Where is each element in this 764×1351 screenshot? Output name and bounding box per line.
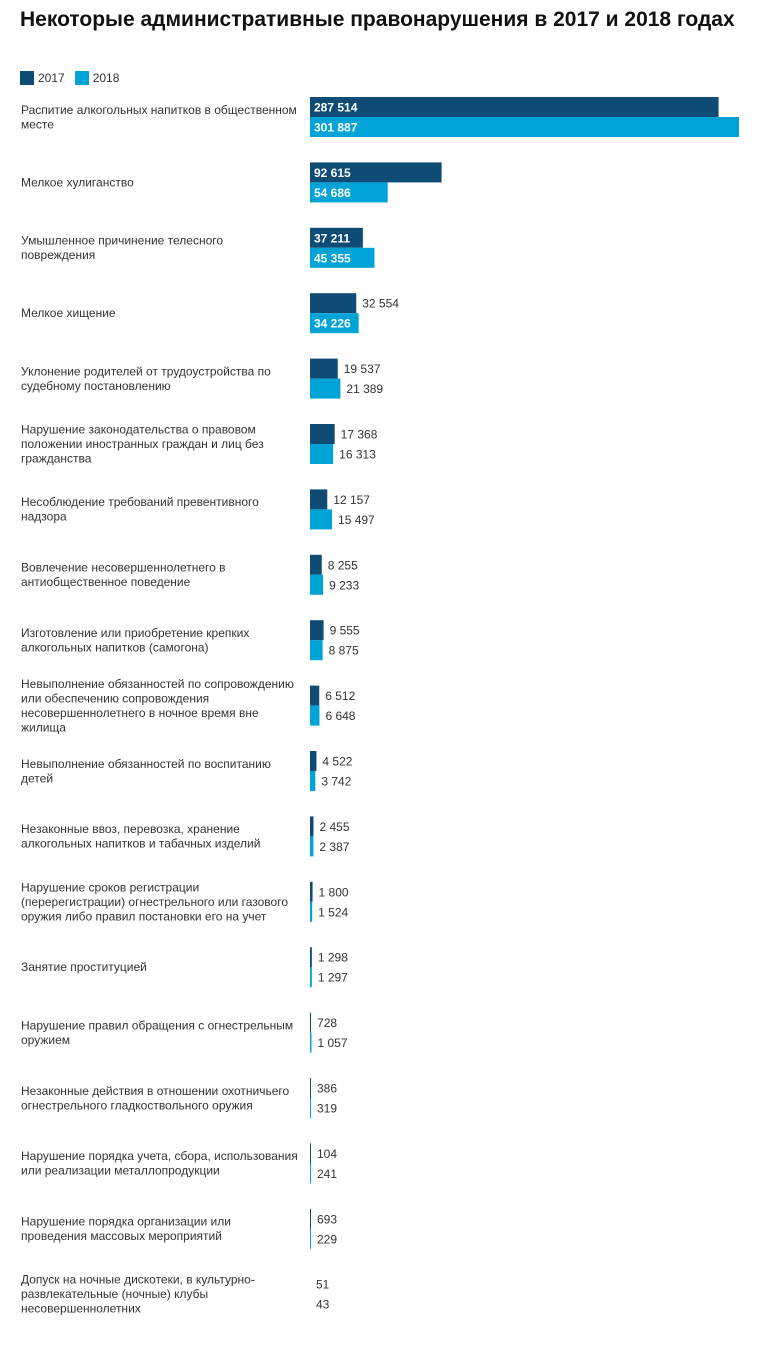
bar-2018: [310, 379, 340, 399]
data-label-2017: 386: [317, 1081, 338, 1096]
category-label-line: (перерегистрации) огнестрельного или газового: [21, 894, 289, 909]
bar-2018: [310, 117, 739, 137]
data-label-2017: 2 455: [319, 819, 350, 834]
category-label-line: жилища: [21, 720, 66, 735]
category-label: [21, 1273, 255, 1316]
category-label-line: оружия либо правил постановки его на учет: [21, 909, 267, 924]
data-label-2018: 45 355: [314, 251, 351, 266]
data-label-2018: 6 648: [325, 709, 356, 724]
data-label-2018: 229: [317, 1232, 338, 1247]
data-label-2017: 1 800: [318, 885, 349, 900]
category-label: [21, 306, 116, 320]
bar-2017: [310, 816, 313, 836]
bar-2017: [310, 751, 316, 771]
data-label-2017: 8 255: [327, 558, 358, 573]
category-label: [21, 757, 271, 786]
category-label-line: судебному постановлению: [21, 378, 171, 393]
data-label-2018: 43: [316, 1297, 330, 1312]
category-label: [21, 1215, 231, 1244]
data-label-2017: 728: [317, 1016, 338, 1031]
chart-title: Некоторые административные правонарушения в 2017 и 2018 годах: [20, 8, 735, 31]
category-label-line: антиобщественное поведение: [21, 575, 191, 590]
bar-2017: [310, 947, 312, 967]
category-label-line: Незаконные действия в отношении охотничьего: [21, 1083, 290, 1098]
data-label-2018: 8 875: [328, 643, 359, 658]
data-label-2017: 19 537: [343, 362, 381, 377]
category-label-line: Умышленное причинение телесного: [21, 233, 224, 248]
data-label-2017: 4 522: [322, 754, 353, 769]
bar-2018: [310, 836, 313, 856]
bar-2017: [310, 1078, 311, 1098]
category-label-line: алкогольных напитков и табачных изделий: [21, 836, 261, 851]
legend-label-2017: 2017: [38, 71, 65, 85]
data-label-2017: 1 298: [317, 950, 348, 965]
data-label-2017: 12 157: [333, 492, 370, 507]
data-label-2017: 287 514: [314, 100, 358, 115]
category-label-line: огнестрельного гладкоствольного оружия: [21, 1098, 253, 1113]
category-label-line: детей: [21, 771, 54, 786]
bar-2017: [310, 293, 356, 313]
data-label-2018: 9 233: [329, 578, 360, 593]
bar-2017: [310, 620, 324, 640]
category-label-line: Незаконные ввоз, перевозка, хранение: [21, 822, 240, 837]
bar-2017: [310, 1209, 311, 1229]
category-label: [21, 880, 288, 923]
category-label: [21, 495, 259, 524]
category-label: [21, 960, 147, 974]
category-label: [21, 677, 294, 735]
data-label-2018: 15 497: [338, 512, 375, 527]
bar-2017: [310, 1013, 311, 1033]
category-label-line: развлекательные (ночные) клубы: [21, 1287, 209, 1302]
category-label: [21, 364, 271, 393]
category-label-line: надзора: [21, 509, 67, 524]
category-label: [21, 561, 226, 590]
bar-2018: [310, 967, 312, 987]
data-label-2018: 21 389: [346, 382, 384, 397]
bar-2017: [310, 1143, 311, 1163]
data-label-2018: 301 887: [314, 120, 358, 135]
category-label-line: или реализации металлопродукции: [21, 1163, 220, 1178]
bar-2018: [310, 575, 323, 595]
category-label-line: положении иностранных граждан и лиц без: [21, 437, 264, 451]
bar-2018: [310, 444, 333, 464]
bar-2017: [310, 882, 313, 902]
data-label-2018: 241: [317, 1166, 338, 1181]
bar-2018: [310, 1163, 311, 1183]
bar-2018: [310, 771, 315, 791]
category-label: [21, 234, 223, 262]
category-label: [21, 423, 264, 466]
data-label-2018: 3 742: [321, 774, 352, 789]
category-label-line: Мелкое хищение: [21, 306, 116, 321]
data-label-2018: 1 524: [318, 905, 349, 920]
category-label-line: Занятие проституцией: [21, 960, 147, 975]
data-label-2017: 32 554: [362, 296, 399, 311]
category-label-line: Нарушение порядка учета, сбора, использования: [21, 1149, 298, 1164]
bar-2017: [310, 424, 335, 444]
data-label-2017: 6 512: [325, 689, 356, 704]
category-label-line: Распитие алкогольных напитков в общественном: [21, 102, 297, 117]
data-label-2017: 92 615: [314, 165, 351, 180]
category-label: [21, 626, 249, 655]
category-label: [21, 103, 297, 132]
category-label: [21, 1084, 289, 1113]
data-label-2018: 34 226: [314, 316, 351, 331]
category-label-line: гражданства: [21, 451, 92, 466]
bar-2018: [310, 1033, 312, 1053]
bar-2018: [310, 902, 312, 922]
category-label-line: месте: [21, 117, 54, 132]
category-label-line: Нарушение сроков регистрации: [21, 880, 200, 895]
bar-2017: [310, 686, 319, 706]
category-label-line: Нарушение порядка организации или: [21, 1214, 231, 1229]
data-label-2017: 17 368: [340, 427, 378, 442]
category-label-line: Невыполнение обязанностей по сопровождению: [21, 676, 294, 691]
data-label-2018: 54 686: [314, 185, 351, 200]
category-label-line: Мелкое хулиганство: [21, 175, 134, 190]
category-label-line: Уклонение родителей от трудоустройства по: [21, 364, 271, 379]
category-label-line: или обеспечению сопровождения: [21, 691, 210, 706]
data-label-2018: 1 297: [317, 970, 348, 985]
category-label: [21, 1018, 293, 1047]
data-label-2018: 16 313: [339, 447, 376, 462]
bar-2017: [310, 555, 322, 575]
category-label: [21, 822, 260, 851]
data-label-2017: 693: [317, 1212, 338, 1227]
data-label-2017: 37 211: [314, 231, 351, 246]
category-label-line: оружием: [21, 1032, 71, 1047]
data-label-2017: 104: [317, 1146, 338, 1161]
category-label-line: Допуск на ночные дискотеки, в культурно-: [21, 1272, 255, 1287]
category-label: [21, 1149, 298, 1178]
category-label-line: повреждения: [21, 248, 96, 263]
data-label-2018: 1 057: [317, 1036, 348, 1051]
category-label-line: Изготовление или приобретение крепких: [21, 625, 250, 640]
bar-2018: [310, 509, 332, 529]
data-label-2018: 319: [317, 1101, 338, 1116]
category-label-line: несовершеннолетнего в ночное время вне: [21, 705, 259, 720]
legend-label-2018: 2018: [92, 71, 120, 85]
bar-2017: [310, 97, 719, 117]
category-label-line: алкогольных напитков (самогона): [21, 640, 209, 655]
category-label-line: Несоблюдение требований превентивного: [21, 495, 259, 510]
bar-2018: [310, 1098, 311, 1118]
bar-2017: [310, 489, 327, 509]
data-label-2017: 9 555: [329, 623, 360, 638]
category-label-line: Вовлечение несовершеннолетнего в: [21, 560, 226, 575]
bar-2018: [310, 640, 323, 660]
category-label-line: Невыполнение обязанностей по воспитанию: [21, 756, 271, 771]
bar-2018: [310, 706, 319, 726]
data-label-2018: 2 387: [319, 839, 350, 854]
category-label-line: проведения массовых мероприятий: [21, 1229, 222, 1244]
data-label-2017: 51: [316, 1277, 330, 1292]
bar-2018: [310, 1229, 311, 1249]
category-label-line: Нарушение правил обращения с огнестрельным: [21, 1018, 294, 1033]
category-label-line: несовершеннолетних: [21, 1301, 141, 1316]
category-label: [21, 175, 134, 189]
category-label-line: Нарушение законодательства о правовом: [21, 422, 256, 437]
bar-2017: [310, 359, 338, 379]
